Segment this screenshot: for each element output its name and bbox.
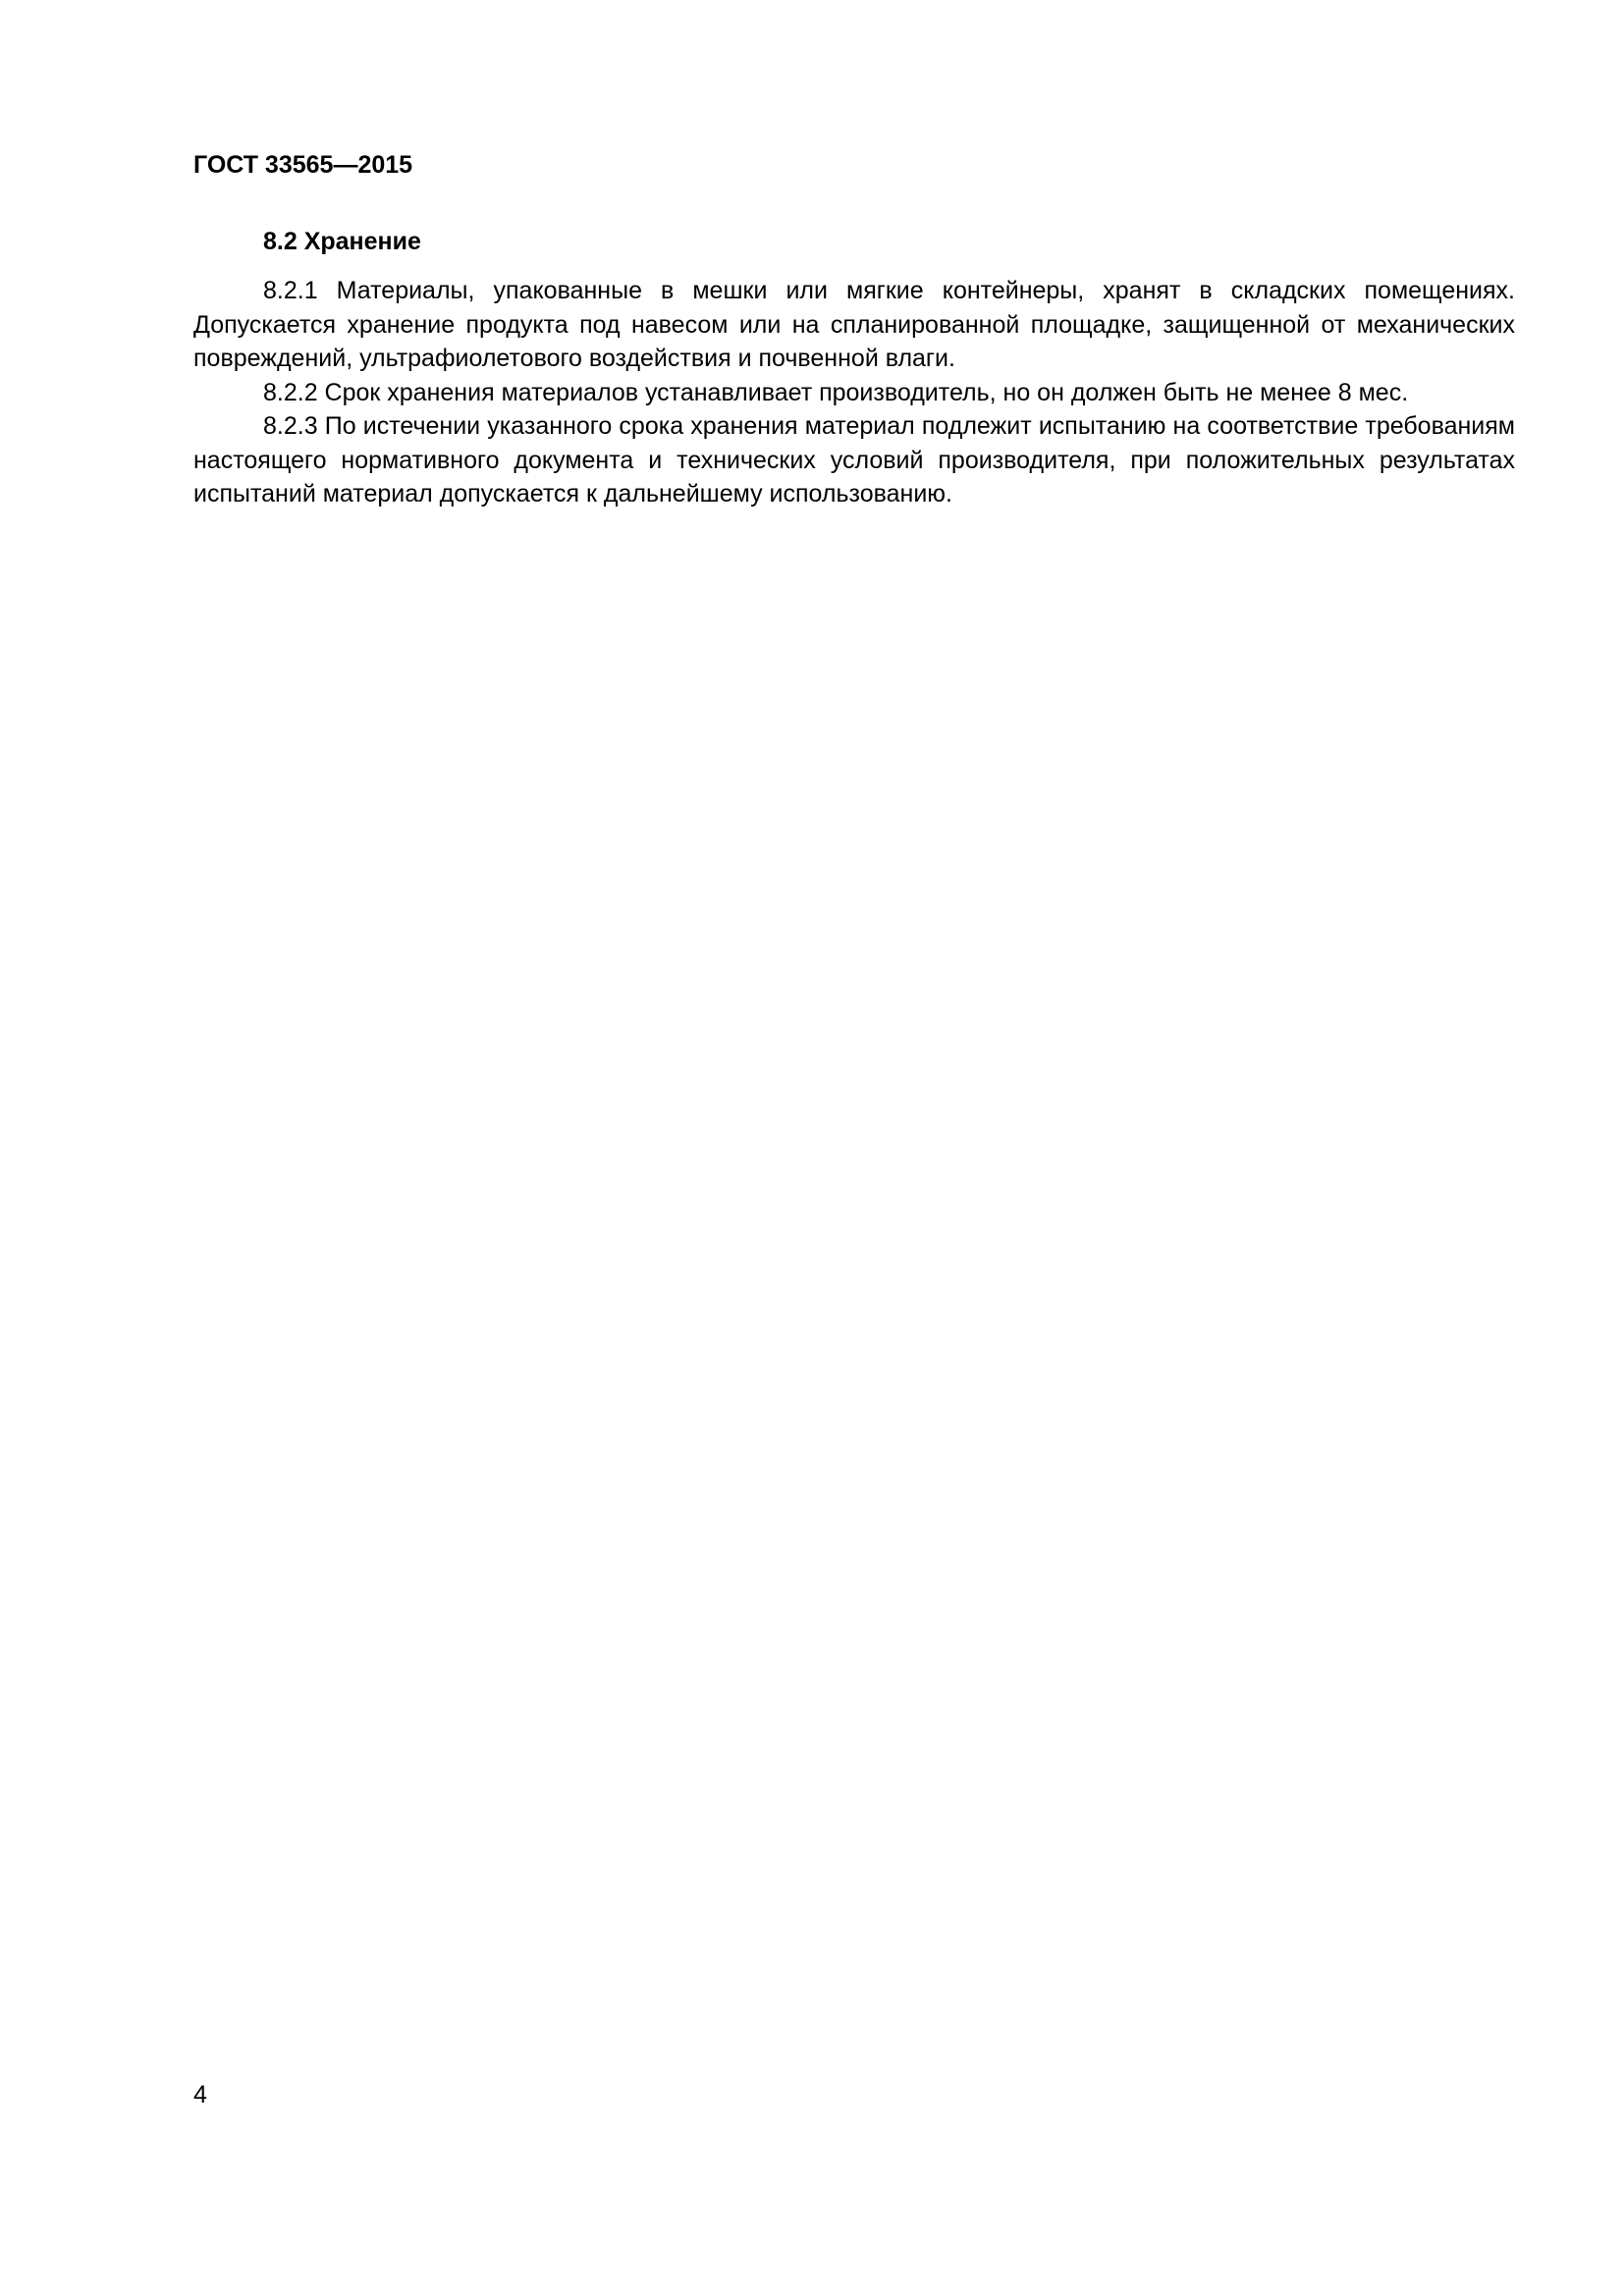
page-number: 4 <box>193 2081 207 2109</box>
document-standard-code: ГОСТ 33565—2015 <box>193 151 413 179</box>
paragraph-8-2-2: 8.2.2 Срок хранения материалов устанавливает производитель, но он должен быть не менее 8 мес. <box>263 378 1409 406</box>
section-title: 8.2 Хранение <box>263 228 421 255</box>
paragraph-8-2-1: 8.2.1 Материалы, упакованные в мешки или мягкие контейнеры, хранят в складских помещениях. Допускается хранение продукта под навесом или на спланированной площадке, защищенной от механических повреждений, ультрафиолетового воздействия и почвенной влаги. <box>193 277 1515 372</box>
section-body <box>193 274 1515 511</box>
paragraph-8-2-3: 8.2.3 По истечении указанного срока хранения материал подлежит испытанию на соответствие требованиям настоящего нормативного документа и технических условий производителя, при положительных результатах испытаний материал допускается к дальнейшему использованию. <box>193 412 1515 507</box>
